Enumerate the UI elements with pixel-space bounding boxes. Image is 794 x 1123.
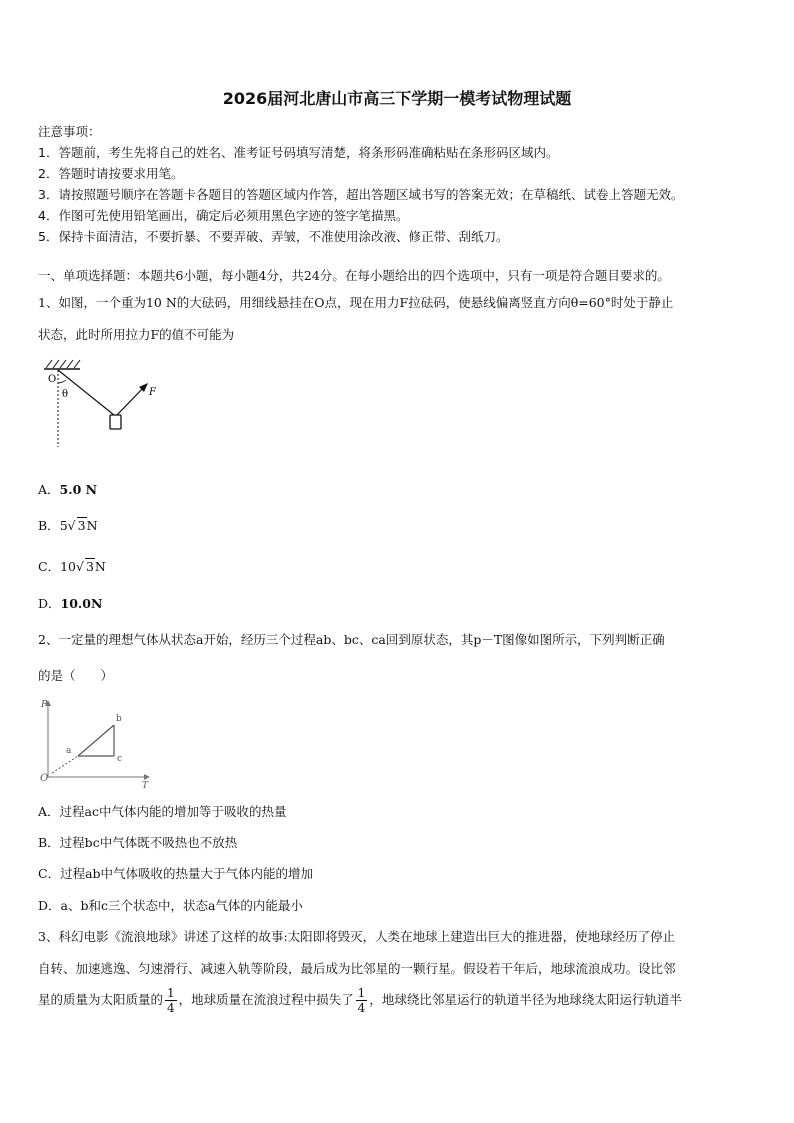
- notice-item-5: 5．保持卡面清洁，不要折暴、不要弄破、弄皱，不准使用涂改液、修正带、刮纸刀。: [38, 229, 509, 244]
- notice-heading: 注意事项：: [38, 124, 101, 139]
- page-title: 2026届河北唐山市高三下学期一模考试物理试题: [222, 89, 572, 108]
- q2-stem-line2: 的是（ ）: [38, 668, 114, 683]
- notice-item-3: 3．请按照题号顺序在答题卡各题目的答题区域内作答，超出答题区域书写的答案无效；在草稿纸、试卷上答题无效。: [38, 187, 684, 202]
- q1-stem-line2: 状态，此时所用拉力F的值不可能为: [38, 327, 235, 342]
- sqrt-sign-icon: √: [67, 518, 76, 533]
- q3-stem-line3: 星的质量为太阳质量的 $\frac{1}{4}$ ，地球质量在流浪过程中损失了 $\frac{1}{4}$ ，地球绕比邻星运行的轨道半径为地球绕太阳运行轨道半: [38, 986, 682, 1015]
- extension-dotted-line: [52, 756, 78, 773]
- q2-stem-line1: 2、一定量的理想气体从状态a开始，经历三个过程ab、bc、ca回到原状态，其p－T图像如图所示，下列判断正确: [38, 632, 665, 647]
- q3-stem-line1: 3、科幻电影《流浪地球》讲述了这样的故事:太阳即将毁灭，人类在地球上建造出巨大的推进器，使地球经历了停止: [38, 929, 676, 944]
- label-c: c: [117, 754, 123, 764]
- q1-option-b: B．5√ 3N: [38, 518, 98, 533]
- notice-item-4: 4．作图可先使用铅笔画出，确定后必须用黑色字迹的签字笔描黑。: [38, 208, 409, 223]
- fraction-one-quarter: $\frac{1}{4}$: [167, 986, 175, 1015]
- label-a: a: [66, 746, 72, 756]
- ceiling-hatch: [46, 360, 80, 368]
- section-heading: 一、单项选择题：本题共6小题，每小题4分，共24分。在每小题给出的四个选项中，只有一项是符合题目要求的。: [38, 268, 670, 283]
- fraction-one-quarter: $\frac{1}{4}$: [357, 986, 366, 1015]
- q1-option-d: D．10.0N: [38, 596, 103, 611]
- weight-block: [110, 415, 121, 429]
- sqrt-sign-icon: √: [75, 559, 84, 574]
- label-t: T: [142, 781, 149, 791]
- notice-item-1: 1．答题前，考生先将自己的姓名、准考证号码填写清楚，将条形码准确粘贴在条形码区域内。: [38, 145, 559, 160]
- q2-option-d: D．a、b和c三个状态中，状态a气体的内能最小: [38, 898, 303, 913]
- q2-option-c: C．过程ab中气体吸收的热量大于气体内能的增加: [38, 866, 314, 881]
- t-axis-arrow: [144, 774, 150, 780]
- q1-option-a: A．5.0 N: [38, 482, 98, 497]
- q2-option-a: A．过程ac中气体内能的增加等于吸收的热量: [38, 804, 287, 819]
- label-theta: θ: [62, 389, 69, 400]
- q3-stem-line2: 自转、加速逃逸、匀速滑行、减速入轨等阶段，最后成为比邻星的一颗行星。假设若干年后，地球流浪成功。设比邻: [38, 961, 676, 976]
- notice-item-2: 2．答题时请按要求用笔。: [38, 166, 184, 181]
- label-p: P: [41, 700, 48, 710]
- label-b: b: [116, 714, 122, 724]
- process-ab: [78, 725, 114, 756]
- q1-figure: [38, 355, 168, 455]
- q2-figure: [38, 695, 158, 791]
- label-origin: O: [40, 773, 49, 784]
- label-f: F: [149, 387, 156, 398]
- angle-arc: [58, 380, 66, 383]
- q1-stem-line1: 1、如图，一个重为10 N的大砝码，用细线悬挂在O点，现在用力F拉砝码，使悬线偏离竖直方向θ=60°时处于静止: [38, 295, 674, 310]
- label-o: O: [48, 374, 57, 385]
- q1-option-c: C．10√ 3N: [38, 559, 106, 574]
- q2-option-b: B．过程bc中气体既不吸热也不放热: [38, 835, 238, 850]
